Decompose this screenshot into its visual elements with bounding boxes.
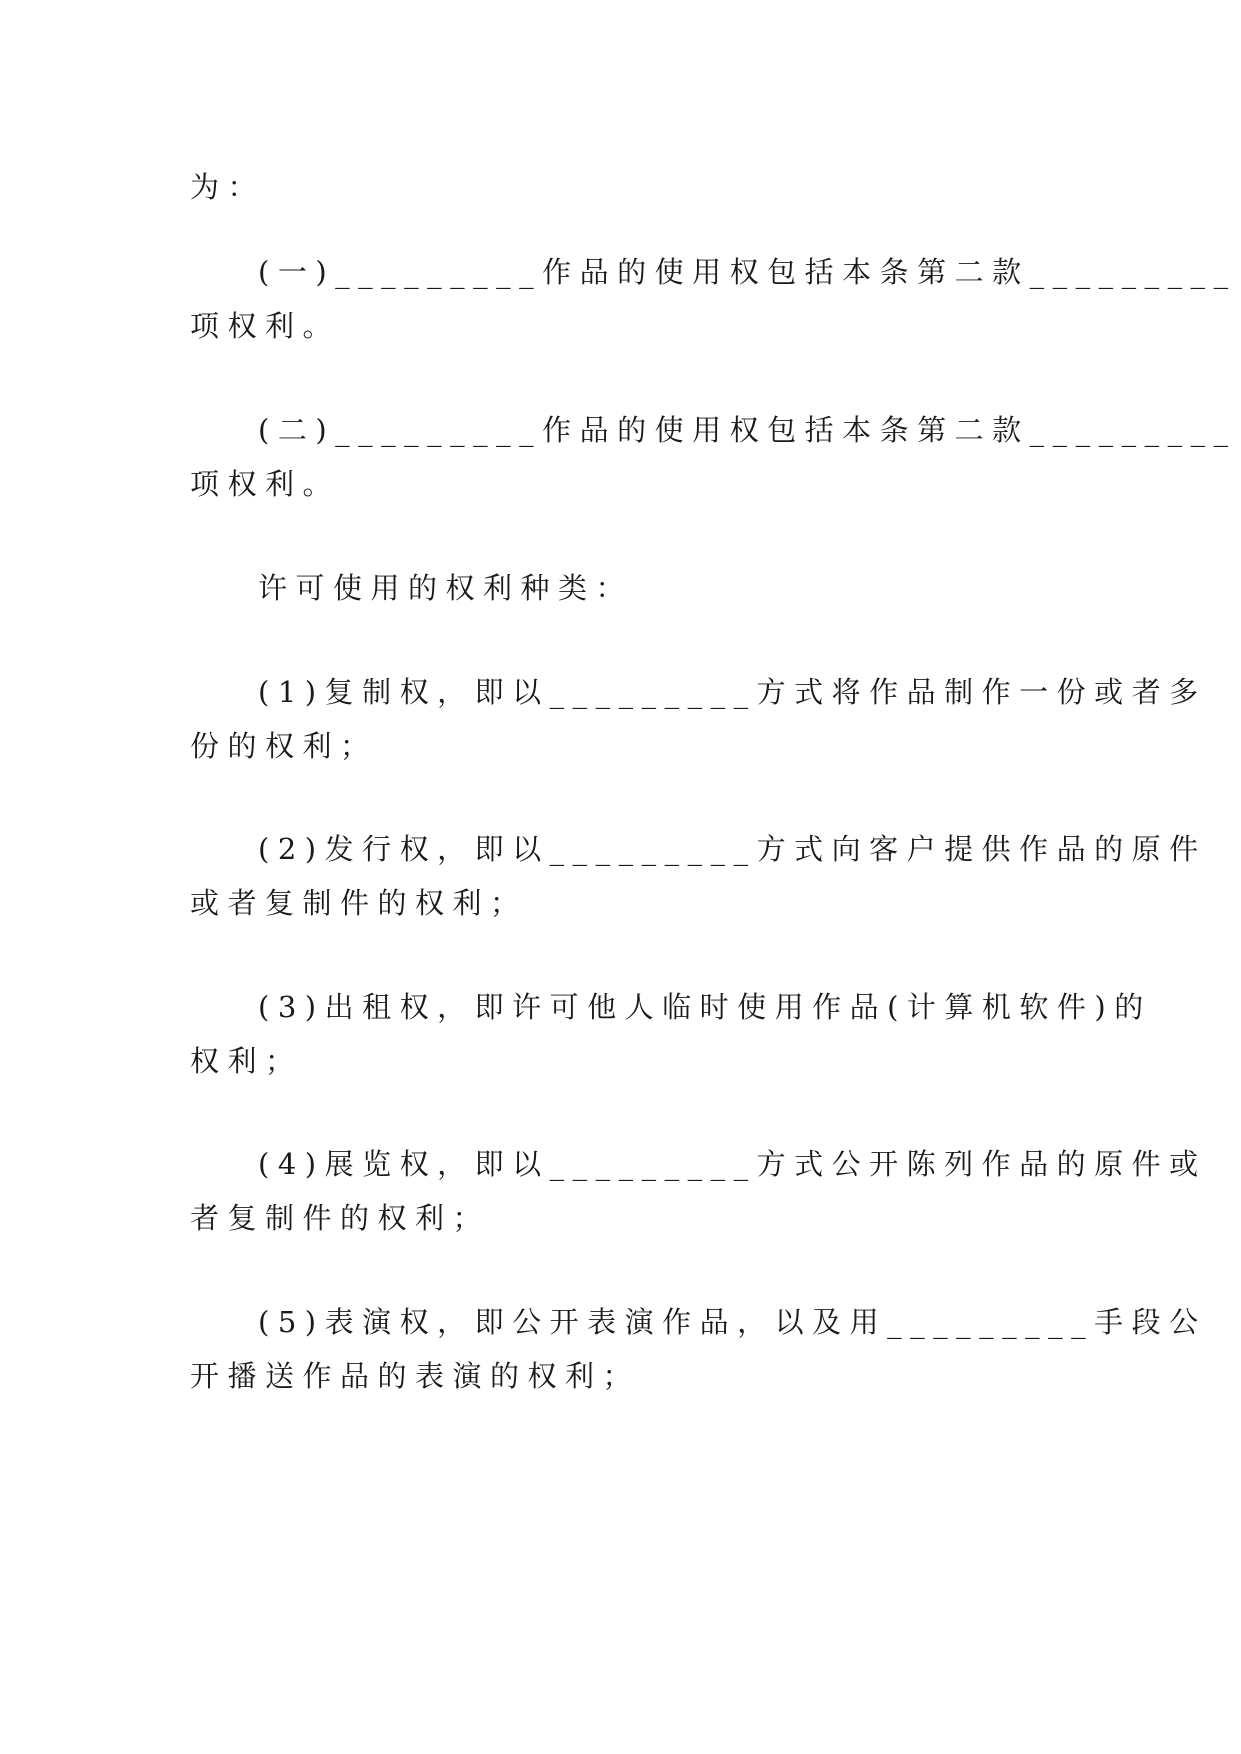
right-1-line-1: (1)复制权，即以_________方式将作品制作一份或者多 [258, 675, 1207, 709]
right-1-line-2: 份的权利； [190, 729, 378, 763]
right-3-line-2: 权利； [190, 1044, 303, 1078]
right-4-line-1: (4)展览权，即以_________方式公开陈列作品的原件或 [258, 1147, 1207, 1181]
right-2-line-1: (2)发行权，即以_________方式向客户提供作品的原件 [258, 832, 1207, 866]
clause-1-line-1: (一)_________作品的使用权包括本条第二款_________ [258, 255, 1237, 289]
right-5-line-1: (5)表演权，即公开表演作品，以及用_________手段公 [258, 1305, 1207, 1339]
clause-2-line-2: 项权利。 [190, 467, 341, 501]
right-2-line-2: 或者复制件的权利； [190, 886, 528, 920]
clause-2-line-1: (二)_________作品的使用权包括本条第二款_________ [258, 413, 1237, 447]
rights-types-heading: 许可使用的权利种类： [258, 571, 634, 605]
right-3-line-1: (3)出租权，即许可他人临时使用作品(计算机软件)的 [258, 990, 1152, 1024]
text-line-continuation: 为： [190, 170, 266, 204]
right-5-line-2: 开播送作品的表演的权利； [190, 1359, 641, 1393]
right-4-line-2: 者复制件的权利； [190, 1201, 491, 1235]
clause-1-line-2: 项权利。 [190, 309, 341, 343]
